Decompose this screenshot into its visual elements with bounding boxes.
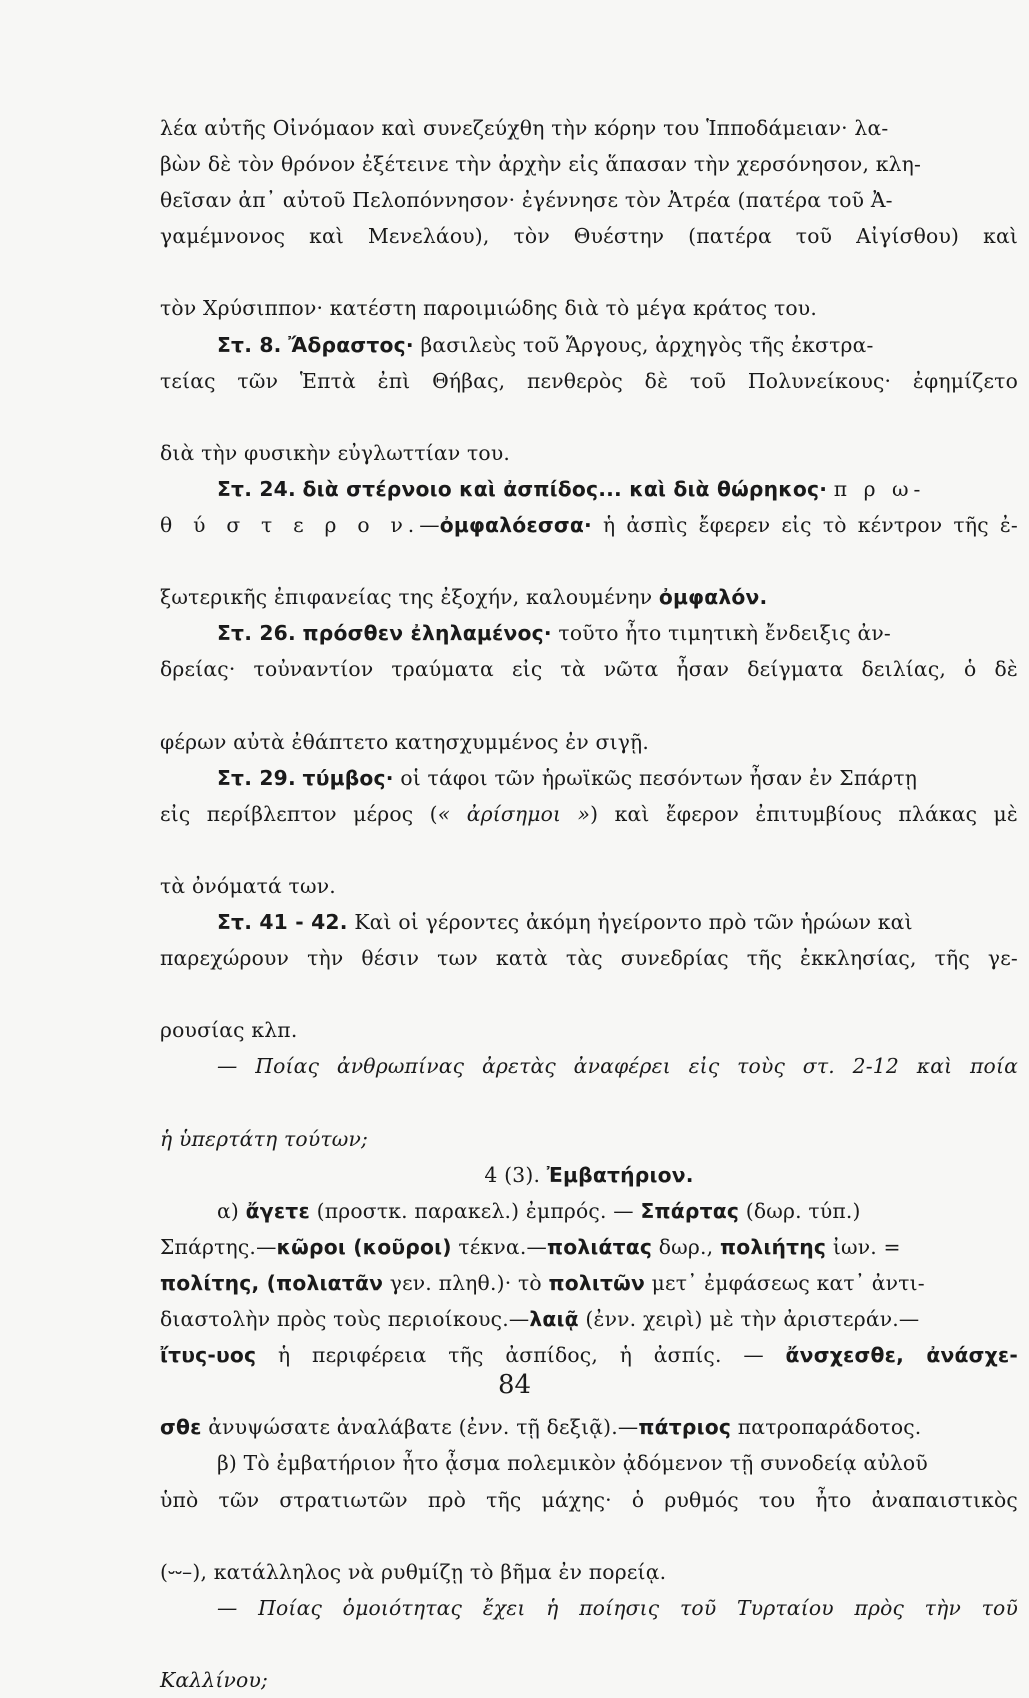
gloss-term: πολιήτης	[720, 1234, 827, 1259]
section-number: 4 (3).	[484, 1162, 541, 1187]
text-line: γεν. πληθ.)· τὸ	[389, 1271, 542, 1295]
text-line: (δωρ. τύπ.)	[745, 1198, 861, 1223]
text-line: (ἐνν. χειρὶ) μὲ τὴν ἀριστεράν.—	[585, 1307, 920, 1332]
text-line: γαμέμνονος καὶ Μενελάου), τὸν Θυέστην (πατέρα τοῦ Αἰγίσθου) καὶ	[160, 224, 1018, 249]
gloss-term: ἄγετε	[245, 1198, 310, 1223]
note-label: Στ. 8.	[217, 332, 282, 357]
text-line: — Ποίας ὁμοιότητας ἔχει ἡ ποίησις τοῦ Τυρταίου πρὸς τὴν τοῦ	[217, 1595, 1018, 1620]
gloss-term: πολίτης, (πολιατᾶν	[160, 1271, 384, 1295]
text-line: ἡ περιφέρεια τῆς ἀσπίδος, ἡ ἀσπίς. —	[277, 1343, 764, 1368]
gloss-term: πάτριος	[638, 1415, 732, 1440]
text-line: θεῖσαν ἀπ᾽ αὐτοῦ Πελοπόννησον· ἐγέννησε τὸν Ἀτρέα (πατέρα τοῦ Ἀ-	[160, 188, 893, 213]
text-line: τοῦτο ἦτο τιμητικὴ ἔνδειξις ἀν-	[558, 621, 891, 646]
gloss-term: πολιάτας	[546, 1234, 653, 1259]
glossary-a-end	[160, 1409, 1018, 1445]
question-2	[160, 1590, 1018, 1662]
text-line: — Ποίας ἀνθρωπίνας ἀρετὰς ἀναφέρει εἰς τοὺς στ. 2-12 καὶ ποία	[217, 1054, 1018, 1079]
note-line-24-end	[160, 579, 1018, 615]
note-line-41	[160, 904, 1018, 1012]
note-term: τύμβος·	[302, 765, 394, 790]
item-label: α)	[217, 1198, 240, 1223]
text-line: βὼν δὲ τὸν θρόνον ἐξέτεινε τὴν ἀρχὴν εἰς ἅπασαν τὴν χερσόνησον, κλη-	[160, 152, 922, 177]
text-line: διὰ τὴν φυσικὴν εὐγλωττίαν του.	[160, 440, 511, 465]
text-line: Καὶ οἱ γέροντες ἀκόμη ἠγείροντο πρὸ τῶν ἡρώων καὶ	[354, 910, 913, 935]
text-line: φέρων αὐτὰ ἐθάπτετο κατησχυμμένος ἐν σιγῇ.	[160, 729, 650, 754]
note-label: Στ. 24.	[217, 476, 296, 501]
text-line: β) Τὸ ἐμβατήριον ἦτο ᾆσμα πολεμικὸν ᾀδόμενον τῇ συνοδείᾳ αὐλοῦ	[217, 1451, 928, 1476]
text-line: (⏑⏑–), κατάλληλος νὰ ρυθμίζῃ τὸ βῆμα ἐν πορείᾳ.	[160, 1559, 667, 1584]
text-line: παρεχώρουν τὴν θέσιν των κατὰ τὰς συνεδρίας τῆς ἐκκλησίας, τῆς γε-	[160, 946, 1018, 971]
text-line: δρείας· τοὐναντίον τραύματα εἰς τὰ νῶτα ἦσαν δείγματα δειλίας, ὁ δὲ	[160, 657, 1018, 682]
text-line: ρουσίας κλπ.	[160, 1018, 298, 1043]
gloss-term: ἴτυς-υος	[160, 1343, 257, 1368]
note-line-26	[160, 615, 1018, 723]
text-line: ἡ ὑπερτάτη τούτων;	[160, 1126, 369, 1151]
text-line: δωρ.,	[658, 1234, 714, 1259]
note-term: πρόσθεν ἐληλαμένος·	[302, 621, 552, 646]
text-line: ἰων. =	[832, 1234, 901, 1259]
text-line: Καλλίνου;	[160, 1668, 269, 1693]
gloss-term: κῶροι (κοῦροι)	[276, 1234, 452, 1259]
gloss-term: Σπάρτας	[640, 1198, 740, 1223]
dash: —	[419, 513, 440, 538]
note-line-41-end	[160, 1012, 1018, 1048]
glossary-b-end	[160, 1554, 1018, 1590]
text-line: ) καὶ ἔφερον ἐπιτυμβίους πλάκας μὲ	[590, 801, 1018, 826]
text-line: οἱ τάφοι τῶν ἡρωϊκῶς πεσόντων ἦσαν ἐν Σπάρτῃ	[400, 765, 918, 790]
question-1	[160, 1048, 1018, 1120]
text-line: μετ᾽ ἐμφάσεως κατ᾽ ἀντι-	[651, 1271, 925, 1295]
gloss-term: σθε	[160, 1415, 202, 1440]
text-line: εἰς περίβλεπτον μέρος (	[160, 801, 438, 826]
spaced-word: θ ύ σ τ ε ρ ο ν.	[160, 513, 420, 538]
section-title: Ἐμβατήριον.	[546, 1162, 694, 1187]
note-line-29	[160, 760, 1018, 868]
text-line: ὑπὸ τῶν στρατιωτῶν πρὸ τῆς μάχης· ὁ ρυθμός του ἦτο ἀναπαιστικὸς	[160, 1487, 1018, 1512]
note-label: Στ. 41 - 42.	[217, 910, 348, 935]
gloss-term: λαιᾷ	[529, 1307, 579, 1332]
text-line: ἀνυψώσατε ἀναλάβατε (ἐνν. τῇ δεξιᾷ).—	[208, 1415, 639, 1440]
text-line: λέα αὐτῆς Οἰνόμαον καὶ συνεζεύχθη τὴν κόρην του Ἱπποδάμειαν· λα-	[160, 116, 889, 140]
gloss-term: ἄνσχεσθε, ἀνάσχε-	[785, 1343, 1018, 1368]
page-number: 84	[497, 1370, 532, 1400]
question-2-end	[160, 1662, 1018, 1698]
text-line: πατροπαράδοτος.	[737, 1415, 922, 1440]
text-line: βασιλεὺς τοῦ Ἄργους, ἀρχηγὸς τῆς ἐκστρα-	[420, 332, 874, 357]
text-line: τείας τῶν Ἑπτὰ ἐπὶ Θήβας, πενθερὸς δὲ τοῦ Πολυνείκους· ἐφημίζετο	[160, 368, 1018, 393]
text-line: ἡ ἀσπὶς ἔφερεν εἰς τὸ κέντρον τῆς ἐ-	[602, 513, 1018, 538]
paragraph-pelops-end	[160, 290, 1018, 326]
note-line-8-end	[160, 435, 1018, 471]
note-line-24	[160, 471, 1018, 579]
text-line: τὸν Χρύσιππον· κατέστη παροιμιώδης διὰ τὸ μέγα κράτος του.	[160, 296, 817, 321]
note-line-8	[160, 327, 1018, 435]
question-1-end	[160, 1121, 1018, 1157]
paragraph-pelops	[160, 110, 1018, 290]
text-line: διαστολὴν πρὸς τοὺς περιοίκους.—	[160, 1307, 530, 1332]
quoted-word: « ἀρίσημοι »	[437, 801, 591, 826]
text-line: τέκνα.—	[458, 1234, 547, 1259]
note-term: ὀμφαλόν.	[658, 585, 768, 610]
body-text	[160, 110, 1018, 1698]
note-line-29-end	[160, 868, 1018, 904]
text-line: (προστκ. παρακελ.) ἐμπρός. —	[316, 1198, 634, 1223]
text-line: Σπάρτης.—	[160, 1234, 277, 1259]
note-term: Ἄδραστος·	[288, 332, 414, 357]
gloss-term: πολιτῶν	[548, 1271, 645, 1295]
section-heading	[160, 1157, 1018, 1193]
text-line: τὰ ὀνόματά των.	[160, 873, 336, 898]
note-term: ὀμφαλόεσσα·	[439, 513, 592, 538]
note-term: διὰ στέρνοιο καὶ ἀσπίδος... καὶ διὰ θώρηκος·	[302, 476, 828, 501]
spaced-word: π ρ ω-	[833, 476, 926, 501]
note-line-26-end	[160, 724, 1018, 760]
text-line: ξωτερικῆς ἐπιφανείας της ἐξοχήν, καλουμένην	[160, 585, 653, 610]
note-label: Στ. 26.	[217, 621, 296, 646]
note-label: Στ. 29.	[217, 765, 296, 790]
